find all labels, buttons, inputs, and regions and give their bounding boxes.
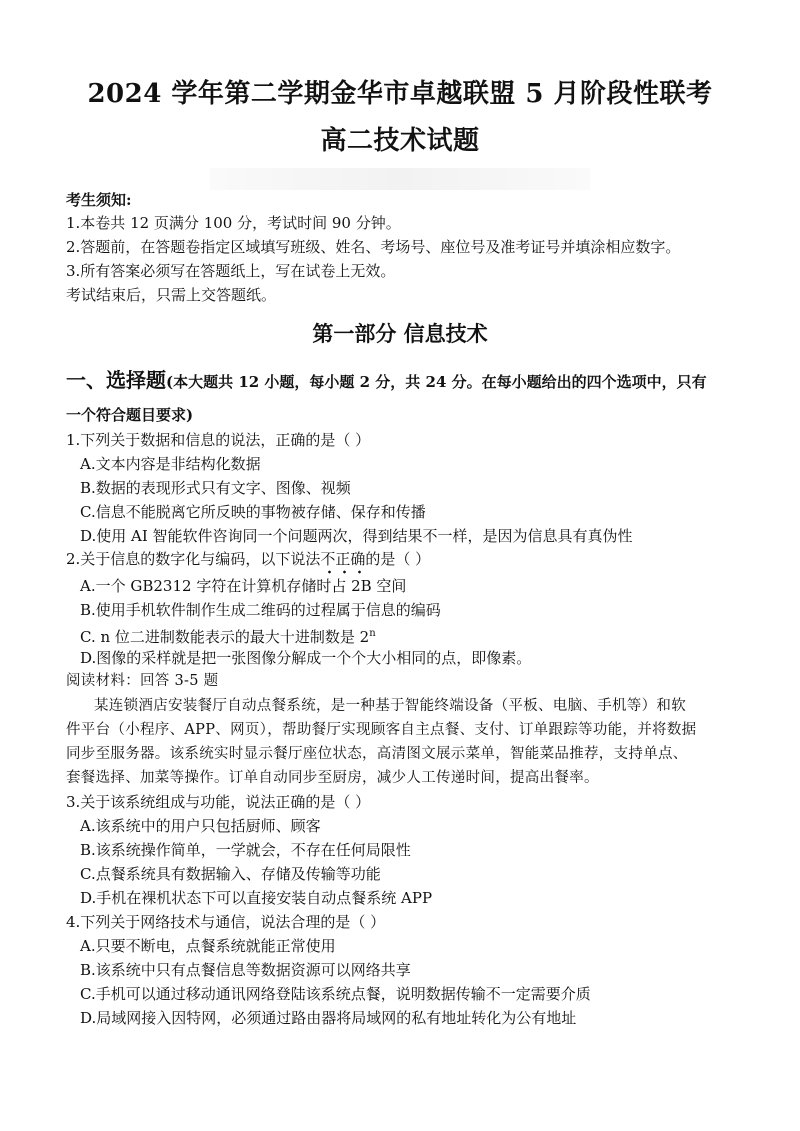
scan-smudge [210, 168, 590, 190]
q2-option-c-text: C. n 位二进制数能表示的最大十进制数是 2 [80, 628, 370, 646]
q1-option-c: C.信息不能脱离它所反映的事物被存储、保存和传播 [80, 503, 426, 521]
reading-line-2: 件平台（小程序、APP、网页），帮助餐厅实现顾客自主点餐、支付、订单跟踪等功能，并将数据 [66, 722, 697, 738]
q2-stem-emphasis: 不正确 [320, 550, 366, 568]
q2-stem-pre: 2.关于信息的数字化与编码，以下说法 [66, 550, 321, 568]
q4-stem: 4.下列关于网络技术与通信，说法合理的是（ ） [66, 913, 386, 931]
section-desc-line2: 一个符合题目要求) [66, 406, 194, 424]
q3-option-b: B.该系统操作简单，一学就会，不存在任何局限性 [80, 841, 411, 859]
notice-item-1: 1.本卷共 12 页满分 100 分，考试时间 90 分钟。 [66, 214, 401, 232]
q2-option-a: A.一个 GB2312 字符在计算机存储时占 2B 空间 [80, 577, 407, 595]
exam-title: 2024 学年第二学期金华市卓越联盟 5 月阶段性联考 [87, 79, 713, 109]
reading-heading: 阅读材料：回答 3-5 题 [66, 673, 219, 689]
reading-line-4: 套餐选择、加菜等操作。订单自动同步至厨房，减少人工传递时间，提高出餐率。 [66, 770, 599, 786]
emphasis-mark [320, 550, 365, 568]
q2-stem [66, 549, 430, 569]
q2-option-c [80, 624, 376, 647]
q2-option-c-superscript: n [369, 628, 376, 639]
notice-heading: 考生须知: [66, 191, 132, 209]
notice-item-2: 2.答题前，在答题卷指定区域填写班级、姓名、考场号、座位号及准考证号并填涂相应数字。 [66, 238, 681, 256]
part-title: 第一部分 信息技术 [312, 321, 488, 346]
q3-option-d: D.手机在裸机状态下可以直接安装自动点餐系统 APP [80, 889, 433, 907]
notice-item-4: 考试结束后，只需上交答题纸。 [66, 286, 277, 304]
q3-stem: 3.关于该系统组成与功能，说法正确的是（ ） [66, 793, 371, 811]
q4-option-d: D.局域网接入因特网，必须通过路由器将局域网的私有地址转化为公有地址 [80, 1009, 577, 1027]
q4-option-c: C.手机可以通过移动通讯网络登陆该系统点餐，说明数据传输不一定需要介质 [80, 985, 591, 1003]
q4-option-b: B.该系统中只有点餐信息等数据资源可以网络共享 [80, 961, 411, 979]
q2-option-b: B.使用手机软件制作生成二维码的过程属于信息的编码 [80, 601, 441, 619]
q2-stem-post: 的是（ ） [365, 550, 431, 568]
q1-option-b: B.数据的表现形式只有文字、图像、视频 [80, 479, 351, 497]
section-heading [66, 368, 707, 394]
notice-item-3: 3.所有答案必须写在答题纸上，写在试卷上无效。 [66, 262, 396, 280]
emphasis-dots [320, 569, 365, 575]
reading-line-3: 同步至服务器。该系统实时显示餐厅座位状态，高清图文展示菜单，智能菜品推荐，支持单点、 [66, 746, 688, 762]
q2-option-d: D.图像的采样就是把一张图像分解成一个个大小相同的点，即像素。 [80, 649, 532, 667]
q1-option-d: D.使用 AI 智能软件咨询同一个问题两次，得到结果不一样，是因为信息具有真伪性 [80, 527, 633, 545]
q4-option-a: A.只要不断电，点餐系统就能正常使用 [80, 937, 336, 955]
section-label: 一、选择题 [66, 368, 166, 392]
reading-line-1: 某连锁酒店安装餐厅自动点餐系统，是一种基于智能终端设备（平板、电脑、手机等）和软 [94, 698, 686, 714]
q1-stem: 1.下列关于数据和信息的说法，正确的是（ ） [66, 431, 371, 449]
section-desc-line1: (本大题共 12 小题，每小题 2 分，共 24 分。在每小题给出的四个选项中，只有 [166, 373, 707, 391]
q1-option-a: A.文本内容是非结构化数据 [80, 455, 261, 473]
exam-subtitle: 高二技术试题 [320, 126, 480, 156]
q3-option-c: C.点餐系统具有数据输入、存储及传输等功能 [80, 865, 381, 883]
q3-option-a: A.该系统中的用户只包括厨师、顾客 [80, 817, 321, 835]
